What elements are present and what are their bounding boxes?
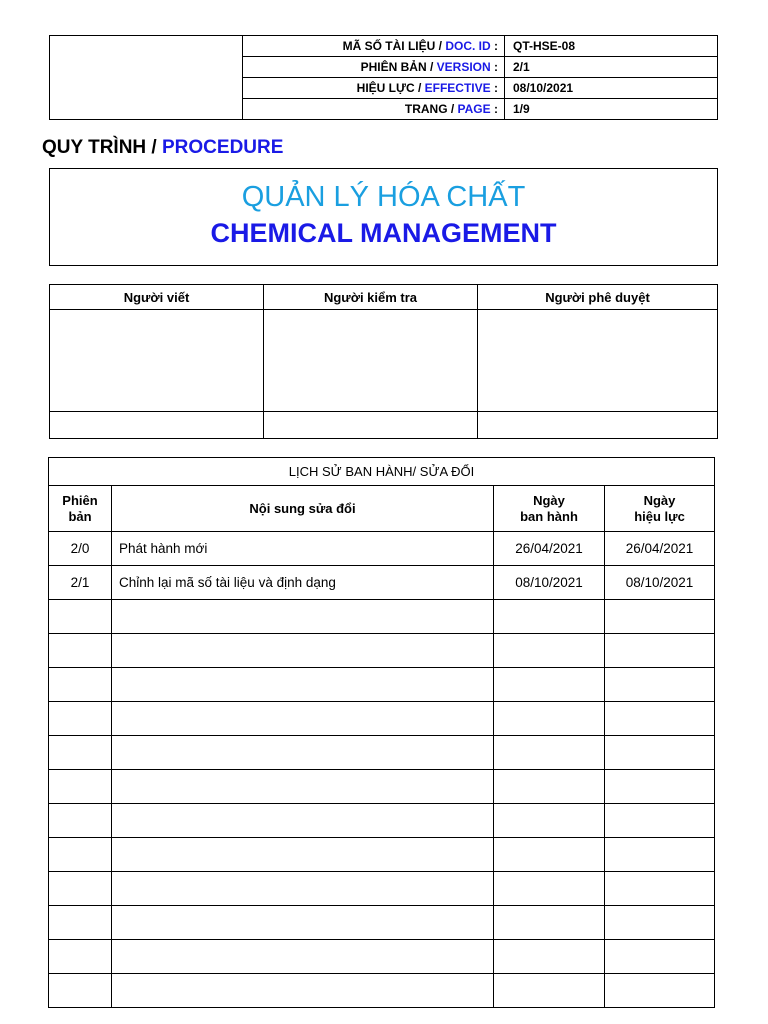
empty-row <box>49 770 715 804</box>
empty-cell <box>605 940 715 974</box>
effective-value: 08/10/2021 <box>505 78 718 99</box>
empty-cell <box>605 974 715 1008</box>
empty-cell <box>494 736 605 770</box>
effective-date-cell: 08/10/2021 <box>605 566 715 600</box>
empty-cell <box>112 736 494 770</box>
revision-history-table <box>48 457 715 1008</box>
empty-cell <box>112 872 494 906</box>
empty-cell <box>49 804 112 838</box>
empty-cell <box>605 634 715 668</box>
empty-cell <box>605 600 715 634</box>
empty-cell <box>112 770 494 804</box>
empty-row <box>49 872 715 906</box>
empty-cell <box>605 872 715 906</box>
empty-cell <box>605 838 715 872</box>
empty-cell <box>494 838 605 872</box>
empty-row <box>49 702 715 736</box>
empty-cell <box>49 600 112 634</box>
empty-cell <box>49 940 112 974</box>
version-label: PHIÊN BẢN / VERSION : <box>243 57 505 78</box>
empty-cell <box>49 872 112 906</box>
empty-row <box>49 804 715 838</box>
empty-row <box>49 736 715 770</box>
empty-cell <box>49 668 112 702</box>
title-box <box>49 168 718 266</box>
effective-col-header: Ngày hiệu lực <box>605 486 715 532</box>
approver-header: Người phê duyệt <box>478 285 718 310</box>
issued-date-cell: 08/10/2021 <box>494 566 605 600</box>
empty-cell <box>112 974 494 1008</box>
empty-cell <box>605 770 715 804</box>
empty-cell <box>112 906 494 940</box>
empty-row <box>49 600 715 634</box>
empty-cell <box>112 940 494 974</box>
empty-cell <box>494 634 605 668</box>
empty-cell <box>112 634 494 668</box>
empty-cell <box>112 600 494 634</box>
empty-cell <box>49 736 112 770</box>
empty-cell <box>494 940 605 974</box>
effective-label: HIỆU LỰC / EFFECTIVE : <box>243 78 505 99</box>
signature-header-row <box>50 285 718 310</box>
signature-table <box>49 284 718 439</box>
approver-signature-cell <box>478 310 718 412</box>
empty-cell <box>112 702 494 736</box>
empty-row <box>49 940 715 974</box>
version-cell: 2/0 <box>49 532 112 566</box>
empty-cell <box>494 804 605 838</box>
empty-cell <box>605 736 715 770</box>
empty-row <box>49 906 715 940</box>
empty-row <box>49 974 715 1008</box>
empty-cell <box>49 906 112 940</box>
checker-name-cell <box>264 412 478 439</box>
empty-cell <box>494 770 605 804</box>
empty-cell <box>112 804 494 838</box>
empty-row <box>49 634 715 668</box>
procedure-heading: QUY TRÌNH / PROCEDURE <box>42 137 284 158</box>
version-value: 2/1 <box>505 57 718 78</box>
empty-cell <box>49 974 112 1008</box>
page-label: TRANG / PAGE : <box>243 99 505 120</box>
content-cell: Phát hành mới <box>112 532 494 566</box>
content-col-header: Nội sung sửa đổi <box>112 486 494 532</box>
effective-date-cell: 26/04/2021 <box>605 532 715 566</box>
checker-signature-cell <box>264 310 478 412</box>
empty-cell <box>605 906 715 940</box>
page-value: 1/9 <box>505 99 718 120</box>
title-english: CHEMICAL MANAGEMENT <box>210 218 557 248</box>
empty-cell <box>112 838 494 872</box>
table-row <box>49 566 715 600</box>
signature-name-row <box>50 412 718 439</box>
empty-cell <box>605 668 715 702</box>
checker-header: Người kiểm tra <box>264 285 478 310</box>
empty-cell <box>605 702 715 736</box>
empty-cell <box>112 668 494 702</box>
signature-space-row <box>50 310 718 412</box>
empty-cell <box>494 702 605 736</box>
revision-title: LỊCH SỬ BAN HÀNH/ SỬA ĐỔI <box>49 458 715 486</box>
revision-title-row <box>49 458 715 486</box>
version-col-header: Phiên bản <box>49 486 112 532</box>
doc-info-table <box>49 35 718 120</box>
logo-area <box>50 36 243 120</box>
empty-cell <box>49 838 112 872</box>
version-cell: 2/1 <box>49 566 112 600</box>
doc-id-label: MÃ SỐ TÀI LIỆU / DOC. ID : <box>243 36 505 57</box>
empty-row <box>49 838 715 872</box>
approver-name-cell <box>478 412 718 439</box>
empty-cell <box>49 702 112 736</box>
doc-id-row <box>50 36 718 57</box>
empty-cell <box>494 872 605 906</box>
empty-cell <box>494 974 605 1008</box>
content-cell: Chỉnh lại mã số tài liệu và định dạng <box>112 566 494 600</box>
revision-header-row <box>49 486 715 532</box>
empty-cell <box>494 906 605 940</box>
writer-header: Người viết <box>50 285 264 310</box>
writer-name-cell <box>50 412 264 439</box>
doc-id-value: QT-HSE-08 <box>505 36 718 57</box>
empty-cell <box>605 804 715 838</box>
writer-signature-cell <box>50 310 264 412</box>
empty-cell <box>49 634 112 668</box>
table-row <box>49 532 715 566</box>
empty-cell <box>494 668 605 702</box>
issued-col-header: Ngày ban hành <box>494 486 605 532</box>
empty-row <box>49 668 715 702</box>
issued-date-cell: 26/04/2021 <box>494 532 605 566</box>
empty-cell <box>49 770 112 804</box>
title-vietnamese: QUẢN LÝ HÓA CHẤT <box>241 181 526 213</box>
empty-cell <box>494 600 605 634</box>
